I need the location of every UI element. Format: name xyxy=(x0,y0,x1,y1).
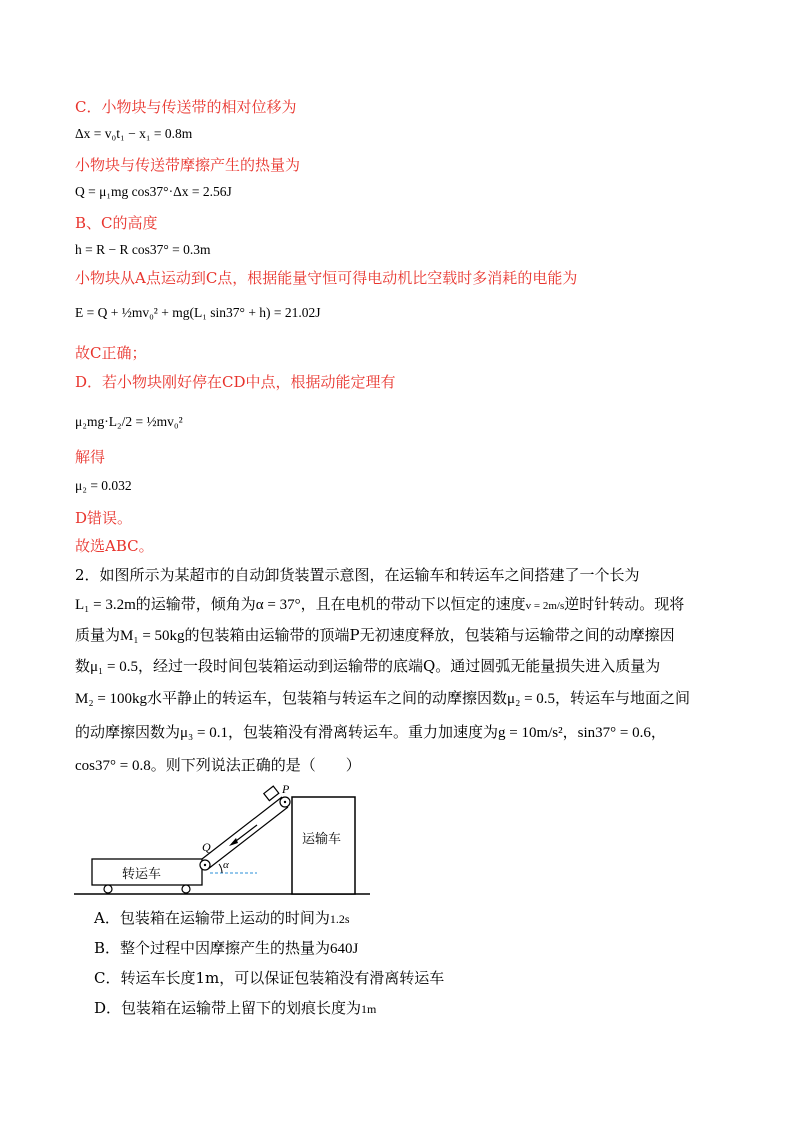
option-a[interactable]: A．包装箱在运输带上运动的时间为1.2s xyxy=(94,909,350,927)
solution-energy-line: 小物块从A点运动到C点，根据能量守恒可得电动机比空载时多消耗的电能为 xyxy=(75,269,578,287)
question-number: 2． xyxy=(75,566,100,584)
question-line-3: 质量为M₁ = 50kg的包装箱由运输带的顶端P无初速度释放，包装箱与运输带之间的动摩擦因 xyxy=(75,626,675,644)
truck-label: 运输车 xyxy=(302,832,342,847)
label-alpha: α xyxy=(223,859,229,871)
cart-wheel-left xyxy=(104,885,112,893)
solution-c-correct: 故C正确； xyxy=(75,344,147,362)
cos-value: cos37° = 0.8 xyxy=(75,758,151,774)
question-line-6: 的动摩擦因数为μ₃ = 0.1，包装箱没有滑离转运车。重力加速度为g = 10m/s²，sin37° = 0.6， xyxy=(75,723,666,741)
solution-bc-height: B、C的高度 xyxy=(75,214,158,232)
equation-height: h = R − R cos37° = 0.3m xyxy=(75,242,211,257)
label-q: Q xyxy=(202,840,211,854)
question-line-2: L₁ = 3.2m的运输带，倾角为α = 37°，且在电机的带动下以恒定的速度v = 2m/s逆时针转动。现将 xyxy=(75,595,685,613)
belt-upper-edge xyxy=(202,797,282,859)
question-line-4: 数μ₁ = 0.5，经过一段时间包装箱运动到运输带的底端Q。通过圆弧无能量损失进入质量为 xyxy=(75,657,661,675)
sin-value: sin37° = 0.6 xyxy=(577,725,651,741)
question-line-7: cos37° = 0.8。则下列说法正确的是（ ） xyxy=(75,756,361,774)
question-line-5: M₂ = 100kg水平静止的转运车，包装箱与转运车之间的动摩擦因数μ₂ = 0.5，转运车与地面之间 xyxy=(75,689,691,707)
cart-label: 转运车 xyxy=(122,867,162,882)
question-line-1: 2．如图所示为某超市的自动卸货装置示意图，在运输车和转运车之间搭建了一个长为 xyxy=(75,566,640,584)
solution-d-wrong: D错误。 xyxy=(75,509,133,527)
mass-m1: M₁ = 50kg xyxy=(120,628,185,644)
equation-energy: E = Q + ½mv₀² + mg(L₁ sin37° + h) = 21.02J xyxy=(75,305,321,320)
unloading-diagram xyxy=(72,785,372,900)
angle-alpha: α = 37° xyxy=(255,597,301,613)
option-c[interactable]: C．转运车长度1m，可以保证包装箱没有滑离转运车 xyxy=(94,969,445,987)
cart-wheel-right xyxy=(182,885,190,893)
arrow-head xyxy=(229,838,238,846)
solution-d-heading: D．若小物块刚好停在CD中点，根据动能定理有 xyxy=(75,373,396,391)
belt-speed: v = 2m/s xyxy=(525,600,565,612)
equation-mu2: μ₂mg·L₂/2 = ½mv₀² xyxy=(75,414,183,429)
pulley-q-center xyxy=(204,864,206,866)
angle-arc xyxy=(219,864,222,873)
equation-delta-x: Δx = v₀t₁ − x₁ = 0.8m xyxy=(75,126,193,141)
gravity-g: g = 10m/s² xyxy=(498,725,563,741)
solution-c-heading: C．小物块与传送带的相对位移为 xyxy=(75,98,297,116)
option-d[interactable]: D．包装箱在运输带上留下的划痕长度为1m xyxy=(94,999,377,1017)
label-p: P xyxy=(282,785,290,796)
mass-m2: M₂ = 100kg xyxy=(75,691,148,707)
friction-mu1: μ₁ = 0.5 xyxy=(90,659,138,675)
length-l1: L₁ = 3.2m xyxy=(75,597,136,613)
equation-result: μ₂ = 0.032 xyxy=(75,478,132,493)
solution-heat-line: 小物块与传送带摩擦产生的热量为 xyxy=(75,156,301,174)
equation-heat: Q = μ₁mg cos37°·Δx = 2.56J xyxy=(75,184,232,199)
package-box xyxy=(264,786,279,800)
option-b[interactable]: B．整个过程中因摩擦产生的热量为640J xyxy=(94,939,359,957)
pulley-p-center xyxy=(284,801,286,803)
solution-answer: 故选ABC。 xyxy=(75,537,154,555)
solution-solve: 解得 xyxy=(75,448,106,466)
friction-mu2: μ₂ = 0.5 xyxy=(507,691,556,707)
friction-mu3: μ₃ = 0.1 xyxy=(180,725,228,741)
belt-lower-edge xyxy=(208,807,288,869)
